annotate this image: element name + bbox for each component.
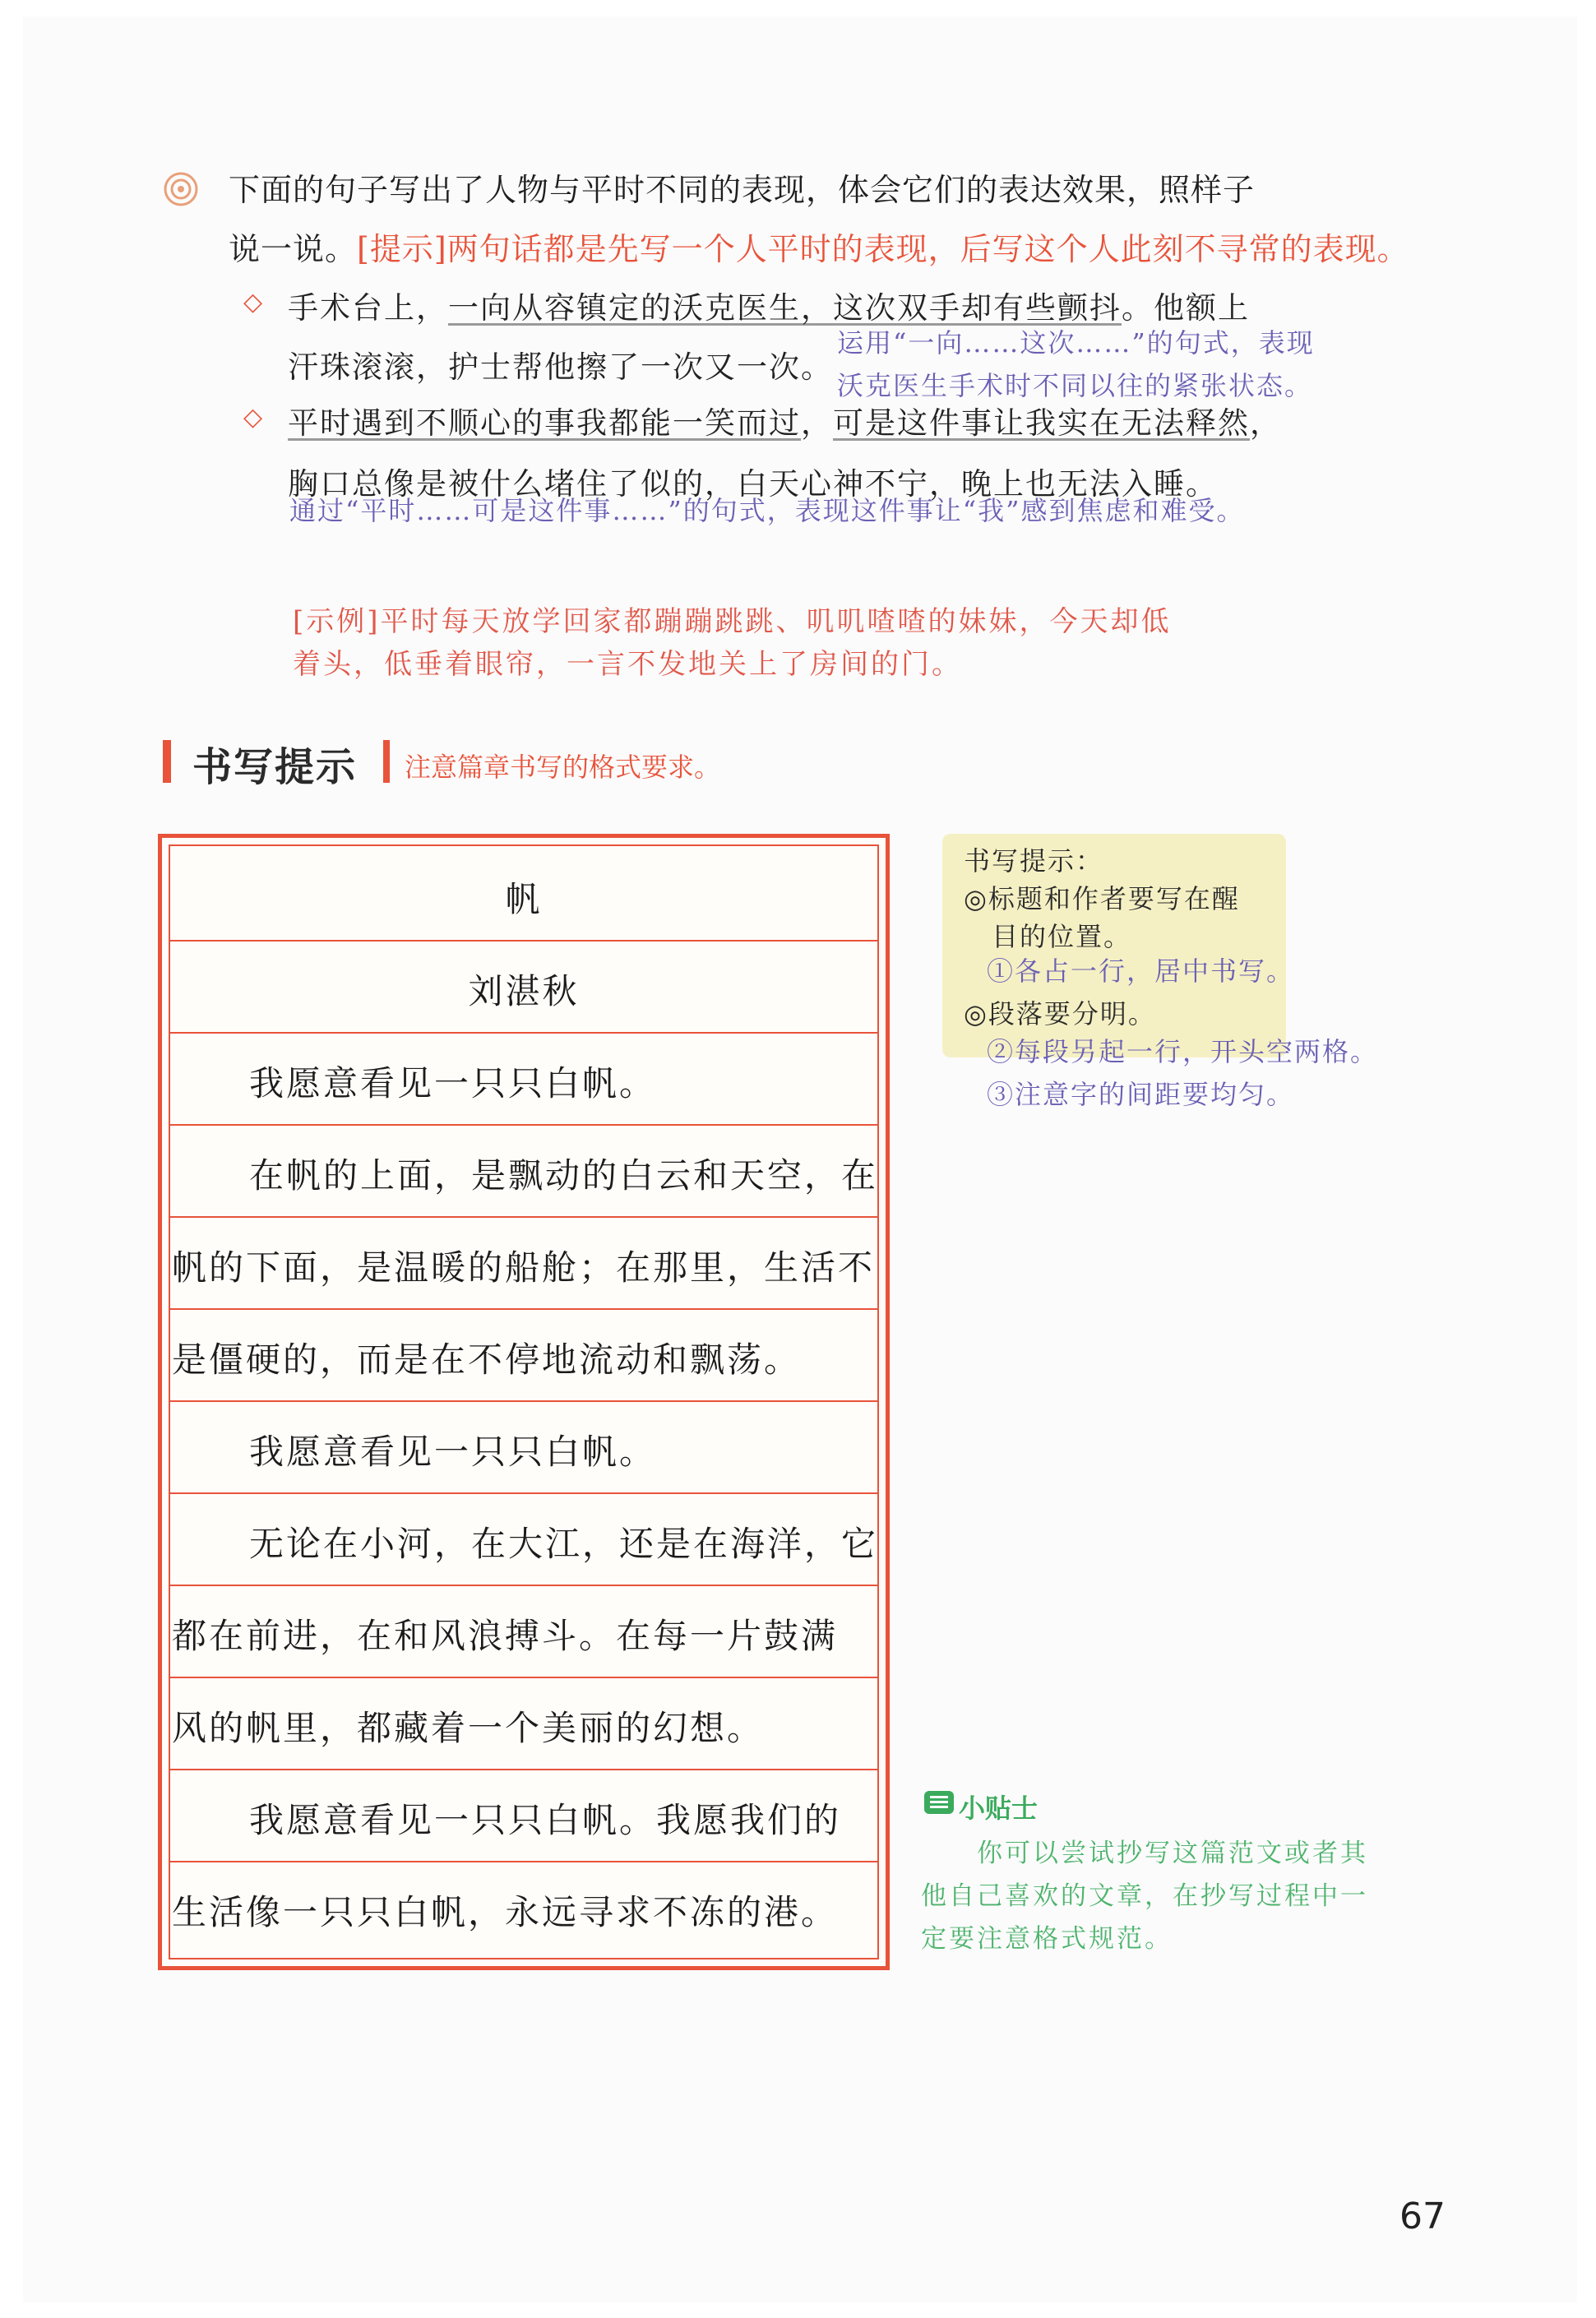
exercise-instruction-line2 [229, 224, 1409, 269]
example-text: 平时每天放学回家都蹦蹦跳跳、叽叽喳喳的妹妹，今天却低 [380, 605, 1172, 638]
ruled-line [170, 1585, 877, 1586]
sentence2-note: 通过“平时……可是这件事……”的句式，表现这件事让“我”感到焦虑和难受。 [289, 495, 1245, 526]
small-tip-line3: 定要注意格式规范。 [921, 1924, 1173, 1954]
tip-sub-3: ③注意字的间距要均匀。 [987, 1079, 1295, 1110]
writing-sample-inner-frame [169, 844, 879, 1959]
essay-line: 在帆的上面，是飘动的白云和天空，在 [249, 1155, 879, 1196]
example-label: [示例] [293, 605, 381, 638]
section-bar-2 [383, 740, 390, 783]
section-subtitle: 注意篇章书写的格式要求。 [405, 752, 721, 783]
hint-text: 两句话都是先写一个人平时的表现，后写这个人此刻不寻常的表现。 [446, 231, 1409, 267]
ruled-line [170, 1492, 877, 1494]
page-number: 67 [1399, 2195, 1446, 2237]
essay-line: 生活像一只只白帆，永远寻求不冻的港。 [172, 1892, 839, 1932]
essay-line: 我愿意看见一只只白帆。我愿我们的 [249, 1800, 842, 1840]
example-line2: 着头，低垂着眼帘，一言不发地关上了房间的门。 [293, 648, 962, 681]
ruled-line [170, 1308, 877, 1310]
tip-item-1: ◎标题和作者要写在醒 [964, 883, 1240, 914]
sentence1-note-line1: 运用“一向……这次……”的句式，表现 [837, 327, 1315, 359]
section-title: 书写提示 [192, 744, 358, 790]
sentence1-note-line2: 沃克医生手术时不同以往的紧张状态。 [837, 370, 1313, 401]
ruled-line [170, 1032, 877, 1034]
ruled-line [170, 1216, 877, 1218]
essay-line: 我愿意看见一只只白帆。 [249, 1063, 657, 1103]
ring-badge-icon [163, 171, 199, 207]
sentence2-highlight-1: 平时遇到不顺心的事我都能一笑而过 [288, 405, 801, 441]
tip-sub-2: ②每段另起一行，开头空两格。 [987, 1036, 1379, 1067]
exercise-instruction-line1: 下面的句子写出了人物与平时不同的表现，体会它们的表达效果，照样子 [229, 172, 1256, 208]
sentence1-line2: 汗珠滚滚，护士帮他擦了一次又一次。 [288, 349, 833, 385]
tips-heading: 书写提示： [964, 845, 1104, 877]
essay-line: 无论在小河，在大江，还是在海洋，它 [249, 1524, 879, 1564]
sentence2-part: ， [801, 405, 833, 441]
sentence1-line1 [288, 283, 1250, 327]
sentence2-line2: 胸口总像是被什么堵住了似的，白天心神不宁，晚上也无法入睡。 [288, 466, 1218, 502]
small-tip-line2: 他自己喜欢的文章，在抄写过程中一 [921, 1881, 1368, 1911]
tip-sub-1: ①各占一行，居中书写。 [987, 955, 1295, 987]
essay-line: 都在前进，在和风浪搏斗。在每一片鼓满 [172, 1616, 839, 1656]
sentence2-highlight-2: 可是这件事让我实在无法释然 [833, 405, 1250, 441]
tip-item-2: ◎段落要分明。 [964, 998, 1156, 1029]
example-line1 [293, 599, 1172, 639]
small-tip-line1: 你可以尝试抄写这篇范文或者其 [977, 1839, 1368, 1868]
section-bar [163, 740, 171, 783]
ruled-line [170, 1677, 877, 1678]
bullet-diamond-1: ◇ [243, 288, 263, 317]
hint-label: [提示] [357, 231, 447, 267]
sentence1-highlight-2: 这次双手却有些颤抖 [833, 290, 1122, 326]
book-icon [923, 1789, 955, 1816]
tip-item-1-cont: 目的位置。 [992, 921, 1132, 952]
sentence1-highlight-1: 一向从容镇定的沃克医生， [448, 290, 833, 326]
sentence1-part: 。他额上 [1122, 290, 1250, 326]
essay-title: 帆 [505, 879, 543, 919]
essay-line: 帆的下面，是温暖的船舱；在那里，生活不 [172, 1247, 876, 1288]
ruled-line [170, 1769, 877, 1770]
essay-line: 风的帆里，都藏着一个美丽的幻想。 [172, 1708, 765, 1748]
writing-sample-paper [158, 834, 890, 1970]
ruled-line [170, 1124, 877, 1126]
ruled-line [170, 1400, 877, 1402]
sentence1-part: 手术台上， [288, 290, 448, 326]
sentence2-line1 [288, 398, 1282, 442]
ruled-line [170, 940, 877, 942]
bullet-diamond-2: ◇ [243, 403, 263, 432]
small-tip-title: 小贴士 [959, 1793, 1039, 1824]
essay-line: 是僵硬的，而是在不停地流动和飘荡。 [172, 1339, 802, 1380]
essay-line: 我愿意看见一只只白帆。 [249, 1432, 657, 1472]
instruction-prefix: 说一说。 [229, 231, 358, 267]
essay-author: 刘湛秋 [468, 971, 580, 1011]
ruled-line [170, 1861, 877, 1862]
sentence2-part: ， [1250, 405, 1282, 441]
